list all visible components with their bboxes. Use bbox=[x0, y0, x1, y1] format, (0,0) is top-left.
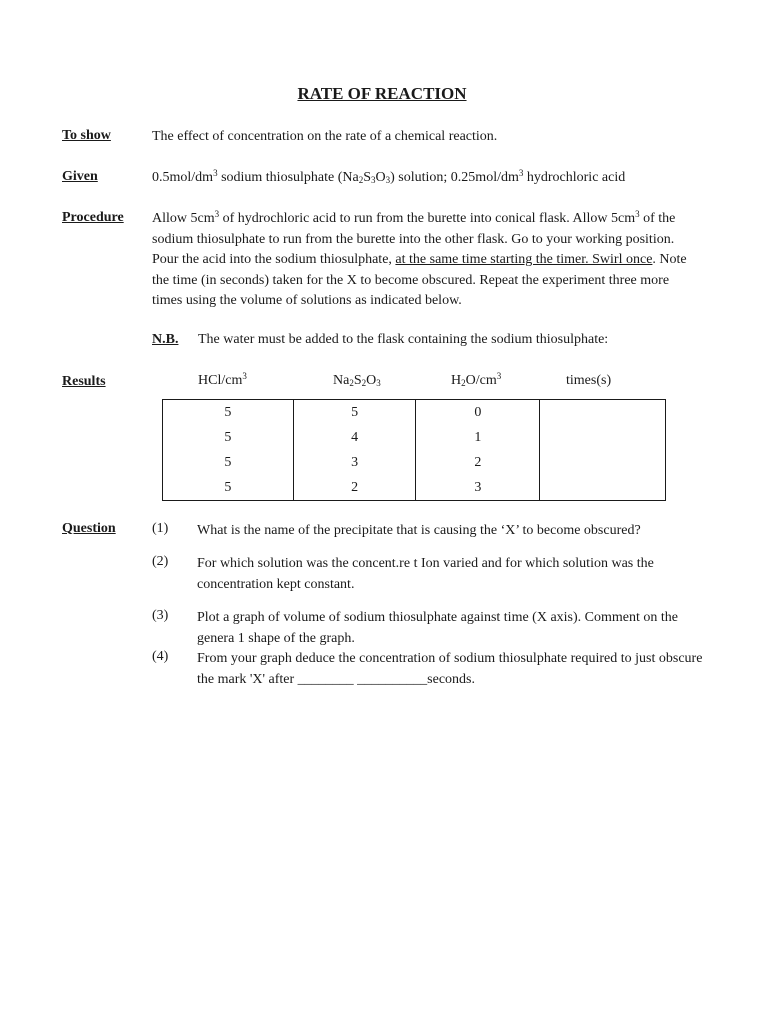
table-cell bbox=[540, 400, 666, 426]
col-header-na2s2o3: $Na_2S_2O_3$ bbox=[333, 373, 381, 388]
table-cell bbox=[540, 450, 666, 475]
col-header-h2o: $H_2O/cm^3$ bbox=[451, 371, 502, 388]
results-table bbox=[162, 399, 666, 501]
question-label: Question bbox=[62, 521, 116, 536]
table-cell: 5 bbox=[163, 450, 294, 475]
question-text: What is the name of the precipitate that is causing the ‘X’ to become obscured? bbox=[197, 523, 641, 538]
col-header-hcl: HCl/$cm^3$ bbox=[198, 371, 247, 388]
nb-text: The water must be added to the flask containing the sodium thiosulphate: bbox=[198, 332, 609, 347]
table-cell: 5 bbox=[163, 475, 294, 501]
question-number: (1) bbox=[152, 521, 169, 536]
given-text: $0.5mol/dm^3$ sodium thiosulphate $(Na_2S_3O_3)$ solution; $0.25mol/dm^3$ hydrochloric acid bbox=[152, 168, 626, 185]
table-cell: 2 bbox=[416, 450, 540, 475]
table-cell: 3 bbox=[293, 450, 416, 475]
table-cell: 4 bbox=[293, 425, 416, 450]
nb-label: N.B. bbox=[152, 332, 179, 347]
col-header-times: times(s) bbox=[566, 373, 612, 388]
question-number: (2) bbox=[152, 554, 169, 569]
question-text: For which solution was the concent.re t Ion varied and for which solution was the concentration kept constant. bbox=[197, 556, 654, 592]
table-cell: 5 bbox=[163, 425, 294, 450]
table-row bbox=[163, 475, 666, 501]
table-cell: 0 bbox=[416, 400, 540, 426]
table-cell: 1 bbox=[416, 425, 540, 450]
procedure-underlined-text: at the same time starting the timer. Swirl once bbox=[395, 252, 653, 267]
table-row bbox=[163, 400, 666, 426]
given-label: Given bbox=[62, 169, 98, 184]
table-row bbox=[163, 450, 666, 475]
table-cell: 5 bbox=[293, 400, 416, 426]
table-cell: 3 bbox=[416, 475, 540, 501]
question-text: Plot a graph of volume of sodium thiosulphate against time (X axis). Comment on the genera 1 shape of the graph. bbox=[197, 610, 678, 646]
question-text: From your graph deduce the concentration of sodium thiosulphate required to just obscure the mark 'X' after ________ __________seconds. bbox=[197, 651, 703, 687]
to-show-label: To show bbox=[62, 128, 111, 143]
question-number: (3) bbox=[152, 608, 169, 623]
procedure-text: Allow $5cm^3$ of hydrochloric acid to run from the burette into conical flask. Allow $5cm^3$ of the sodium thiosulphate to run from the burette into the other flask. Go to your working position. Pour the acid into the sodium thiosulphate, at the same time starting the timer. Swirl once. Note the time (in seconds) taken for the X to become obscured. Repeat the experiment three more times using the volume of solutions as indicated below. bbox=[152, 209, 687, 308]
table-cell bbox=[540, 475, 666, 501]
table-cell bbox=[540, 425, 666, 450]
table-row bbox=[163, 425, 666, 450]
to-show-text: The effect of concentration on the rate of a chemical reaction. bbox=[152, 129, 498, 144]
page-title: RATE OF REACTION bbox=[297, 84, 467, 103]
results-label: Results bbox=[62, 374, 106, 389]
question-number: (4) bbox=[152, 649, 169, 664]
table-cell: 5 bbox=[163, 400, 294, 426]
procedure-label: Procedure bbox=[62, 210, 124, 225]
table-cell: 2 bbox=[293, 475, 416, 501]
